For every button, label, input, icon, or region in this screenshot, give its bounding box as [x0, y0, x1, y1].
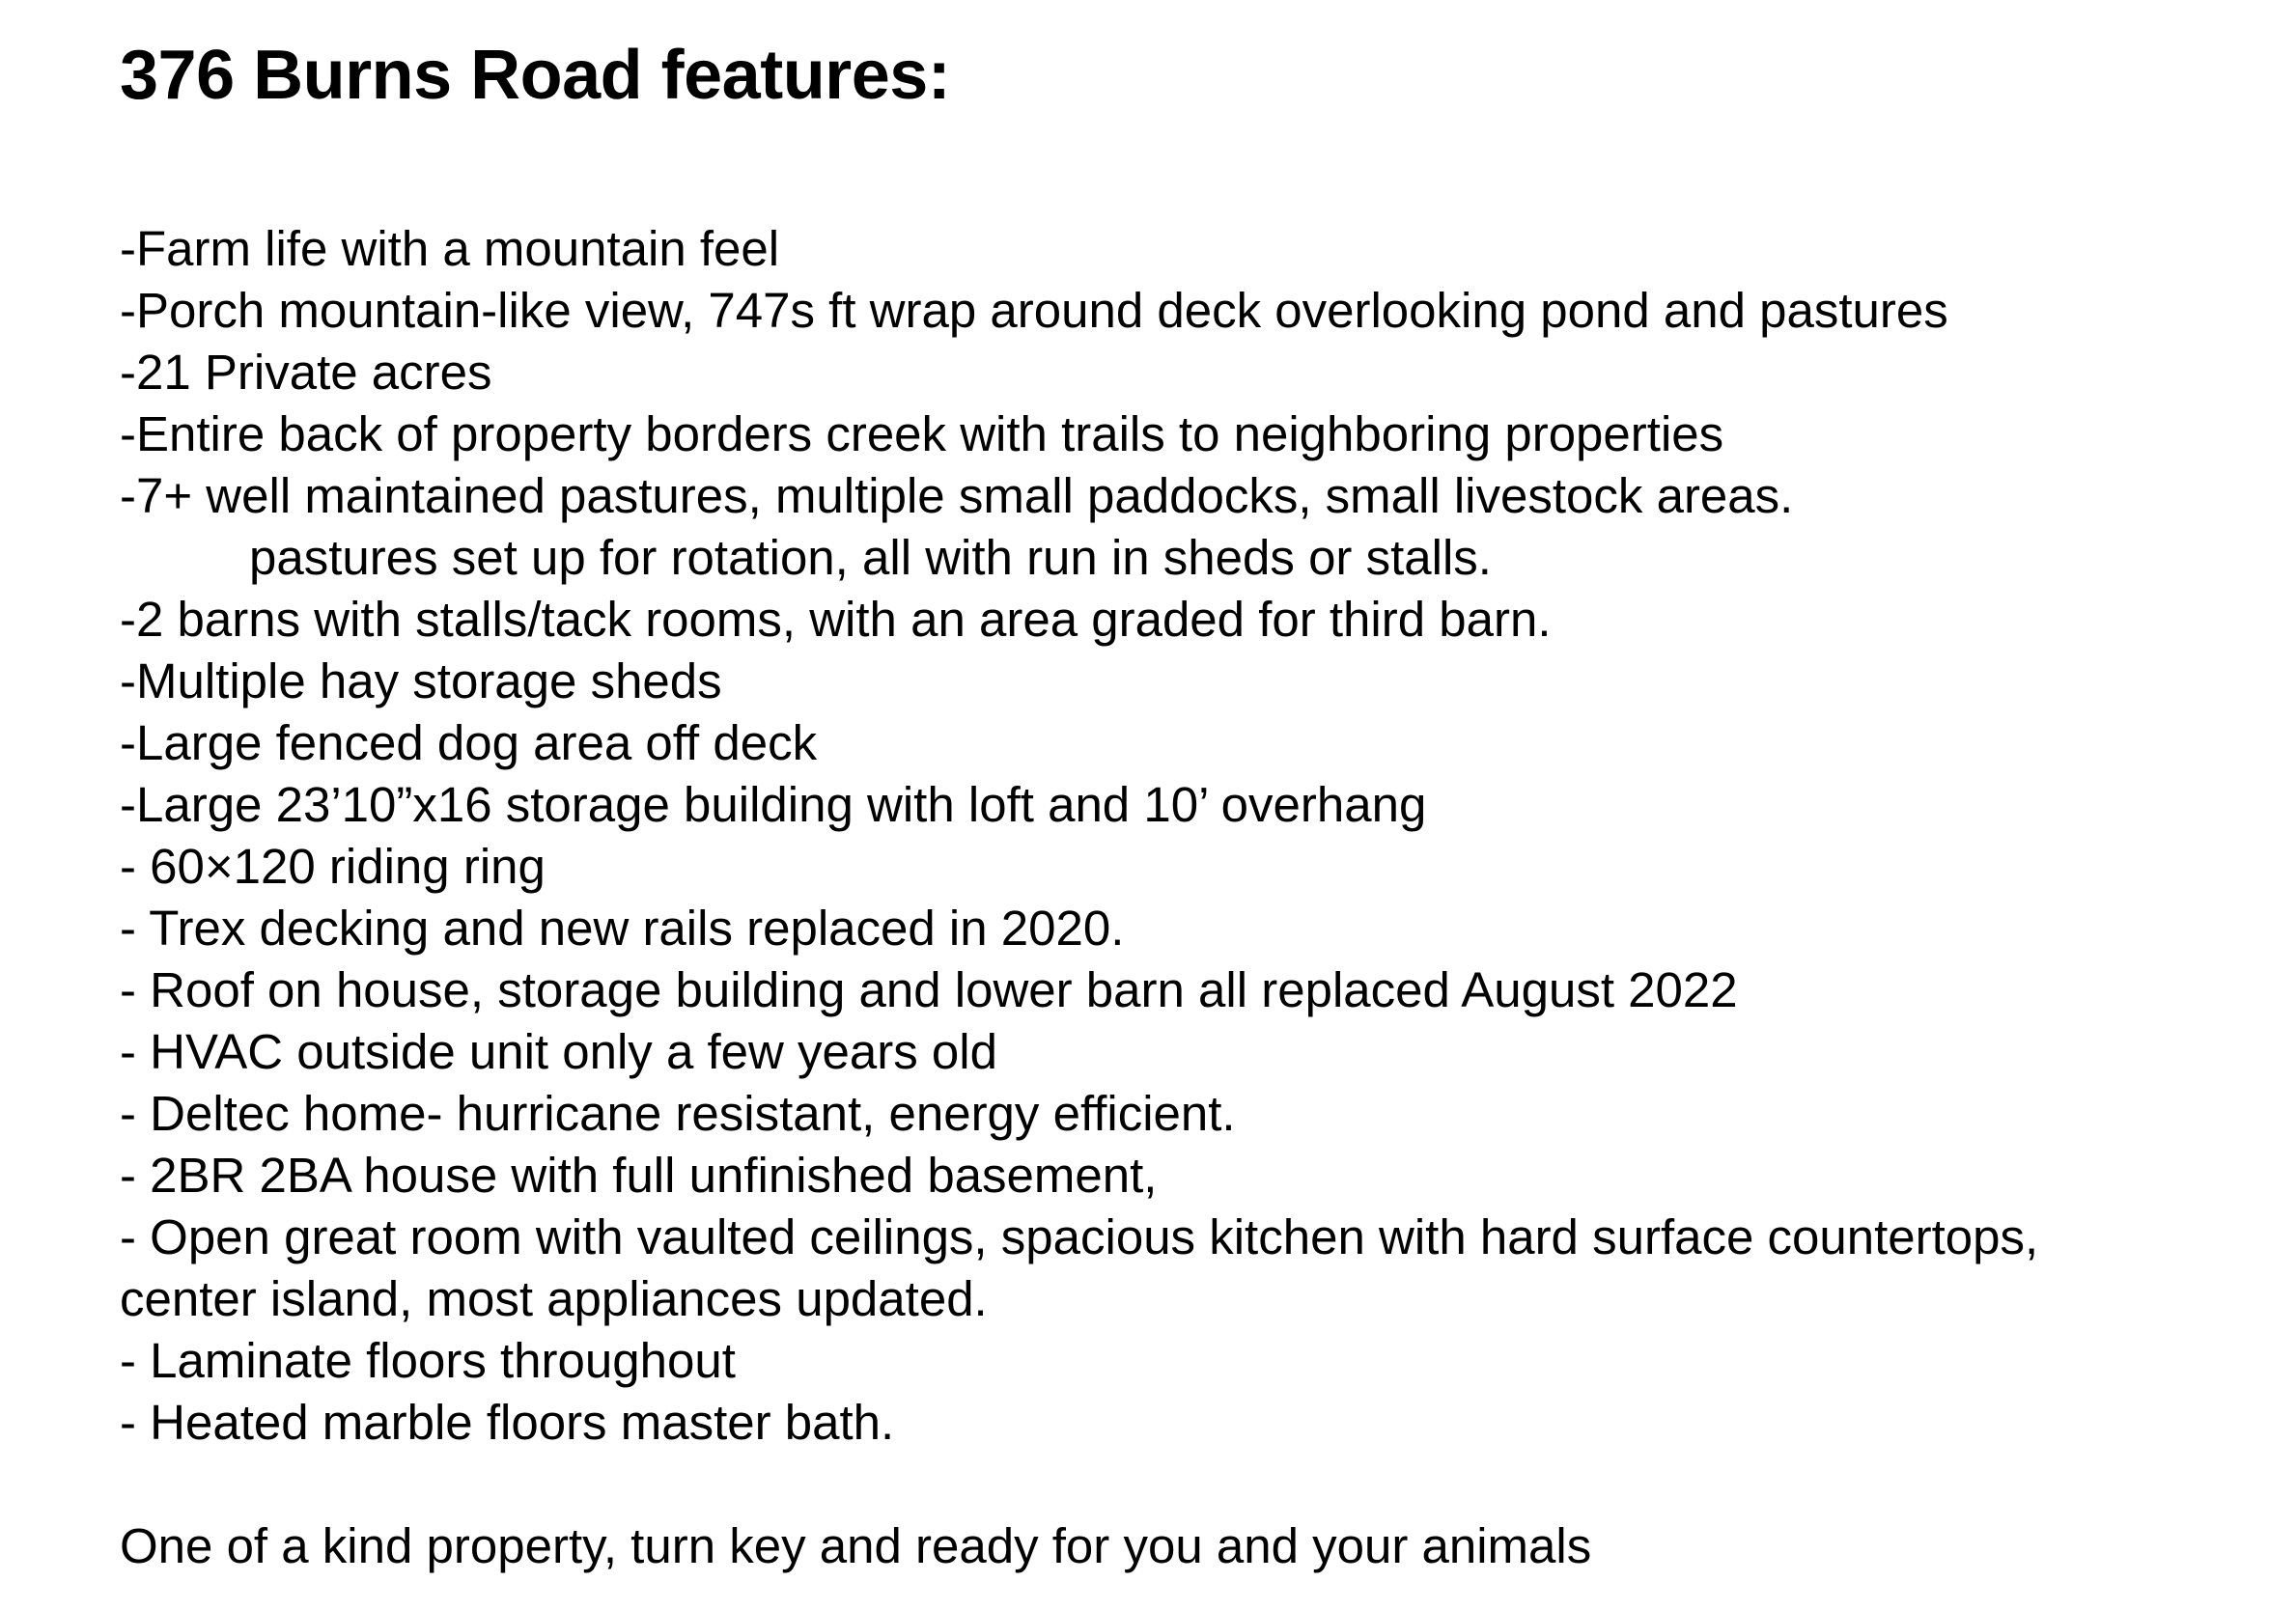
- feature-line-continuation: center island, most appliances updated.: [120, 1271, 988, 1326]
- feature-line: -Entire back of property borders creek with trails to neighboring properties: [120, 406, 1724, 461]
- feature-line: - 2BR 2BA house with full unfinished basement,: [120, 1148, 1158, 1203]
- closing-statement: One of a kind property, turn key and ready for you and your animals: [120, 1518, 1592, 1573]
- feature-line: -21 Private acres: [120, 345, 492, 400]
- feature-line: - Trex decking and new rails replaced in 2020.: [120, 901, 1125, 956]
- document-page: [120, 37, 2273, 1577]
- feature-line: - Roof on house, storage building and lower barn all replaced August 2022: [120, 962, 1738, 1017]
- feature-line: -Multiple hay storage sheds: [120, 653, 722, 708]
- feature-line: -7+ well maintained pastures, multiple small paddocks, small livestock areas.: [120, 468, 1794, 523]
- feature-list: [120, 218, 2273, 1454]
- feature-line: -Large 23’10”x16 storage building with loft and 10’ overhang: [120, 777, 1427, 832]
- feature-line: -Porch mountain-like view, 747s ft wrap around deck overlooking pond and pastures: [120, 283, 1948, 338]
- feature-line: -Large fenced dog area off deck: [120, 715, 818, 770]
- feature-line: - 60×120 riding ring: [120, 839, 546, 894]
- feature-line: -2 barns with stalls/tack rooms, with an area graded for third barn.: [120, 592, 1552, 647]
- feature-line: - Open great room with vaulted ceilings, spacious kitchen with hard surface countertops,: [120, 1209, 2039, 1264]
- feature-line: - Heated marble floors master bath.: [120, 1395, 895, 1450]
- page-title: 376 Burns Road features:: [120, 37, 951, 114]
- feature-line: -Farm life with a mountain feel: [120, 221, 780, 276]
- feature-line-continuation: pastures set up for rotation, all with run in sheds or stalls.: [249, 530, 1492, 585]
- feature-line: - HVAC outside unit only a few years old: [120, 1024, 997, 1079]
- feature-line: - Deltec home- hurricane resistant, energy efficient.: [120, 1086, 1236, 1141]
- feature-line: - Laminate floors throughout: [120, 1333, 736, 1388]
